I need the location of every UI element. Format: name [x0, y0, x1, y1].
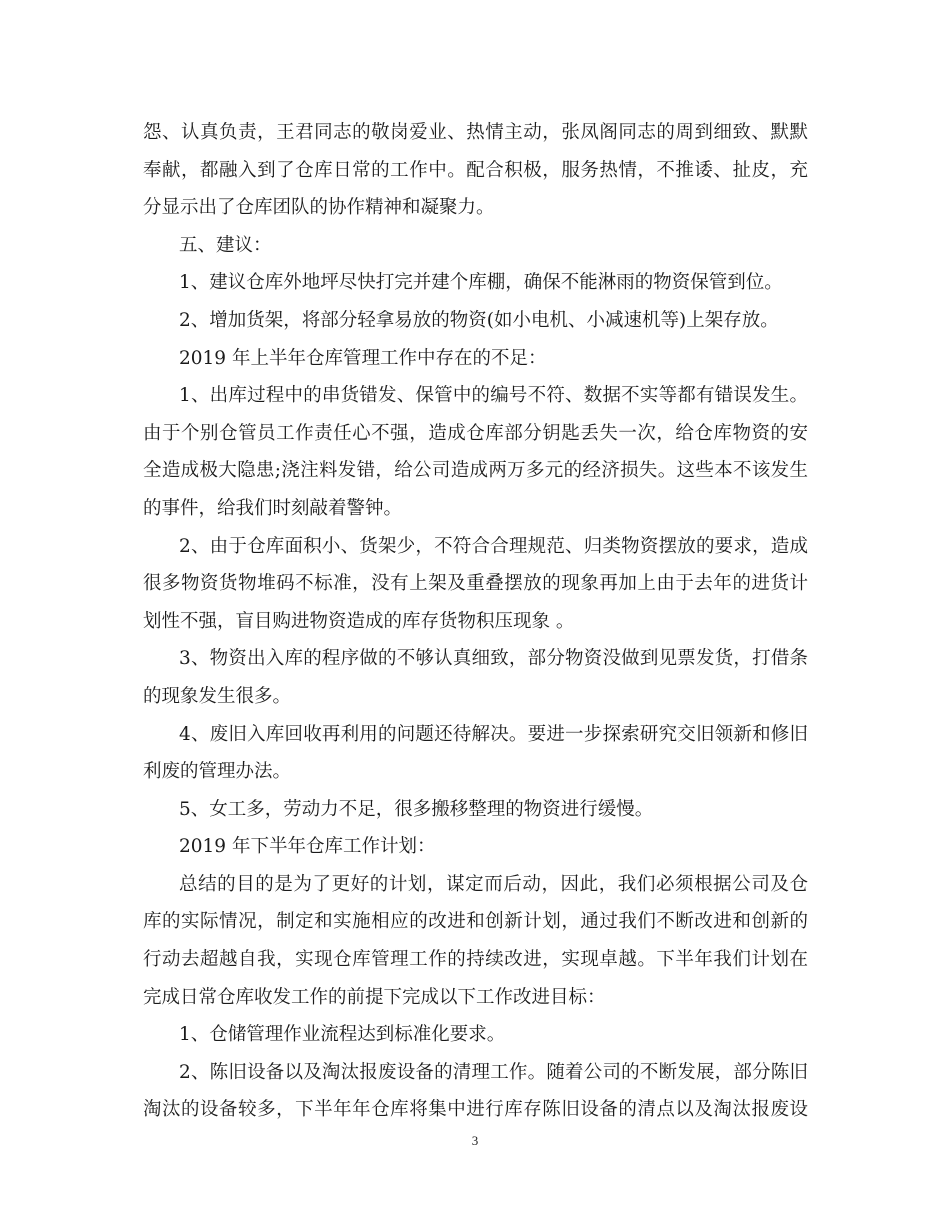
text-line: 的现象发生很多。	[143, 685, 292, 707]
text-line: 怨、认真负责，王君同志的敬岗爱业、热情主动，张凤阁同志的周到细致、默默	[143, 122, 808, 143]
text-line: 2019 年下半年仓库工作计划：	[179, 836, 436, 858]
text-line: 奉献，都融入到了仓库日常的工作中。配合积极，服务热情，不推诿、扯皮，充	[143, 159, 808, 181]
text-line: 2019 年上半年仓库管理工作中存在的不足：	[179, 347, 547, 369]
text-line: 1、出库过程中的串货错发、保管中的编号不符、数据不实等都有错误发生。	[179, 385, 808, 407]
text-line: 库的实际情况，制定和实施相应的改进和创新计划，通过我们不断改进和创新的	[143, 911, 808, 933]
text-line: 行动去超越自我，实现仓库管理工作的持续改进，实现卓越。下半年我们计划在	[143, 949, 808, 971]
text-line: 五、建议：	[179, 234, 272, 256]
text-line: 1、建议仓库外地坪尽快打完并建个库棚，确保不能淋雨的物资保管到位。	[179, 272, 783, 294]
text-line: 全造成极大隐患;浇注料发错，给公司造成两万多元的经济损失。这些本不该发生	[143, 460, 808, 482]
text-line: 分显示出了仓库团队的协作精神和凝聚力。	[143, 197, 495, 219]
text-line: 由于个别仓管员工作责任心不强，造成仓库部分钥匙丢失一次，给仓库物资的安	[143, 422, 808, 444]
page-number: 3	[471, 1133, 479, 1148]
text-line: 利废的管理办法。	[143, 761, 292, 783]
text-line: 1、仓储管理作业流程达到标准化要求。	[179, 1024, 506, 1046]
text-line: 完成日常仓库收发工作的前提下完成以下工作改进目标：	[143, 986, 606, 1008]
text-line: 很多物资货物堆码不标准，没有上架及重叠摆放的现象再加上由于去年的进货计	[143, 573, 808, 595]
text-line: 2、陈旧设备以及淘汰报废设备的清理工作。随着公司的不断发展，部分陈旧	[179, 1061, 808, 1083]
text-line: 总结的目的是为了更好的计划，谋定而后动，因此，我们必须根据公司及仓	[179, 873, 808, 895]
text-line: 淘汰的设备较多，下半年年仓库将集中进行库存陈旧设备的清点以及淘汰报废设	[143, 1099, 808, 1121]
body-text	[143, 114, 808, 1129]
text-line: 3、物资出入库的程序做的不够认真细致，部分物资没做到见票发货，打借条	[179, 648, 808, 670]
text-line: 5、女工多，劳动力不足，很多搬移整理的物资进行缓慢。	[179, 798, 654, 820]
text-line: 划性不强，盲目购进物资造成的库存货物积压现象 。	[143, 610, 575, 632]
text-line: 4、废旧入库回收再利用的问题还待解决。要进一步探索研究交旧领新和修旧	[179, 723, 808, 745]
text-line: 的事件，给我们时刻敲着警钟。	[143, 497, 403, 519]
text-line: 2、增加货架，将部分轻拿易放的物资(如小电机、小减速机等)上架存放。	[179, 309, 779, 331]
text-line: 2、由于仓库面积小、货架少，不符合合理规范、归类物资摆放的要求，造成	[179, 535, 808, 557]
